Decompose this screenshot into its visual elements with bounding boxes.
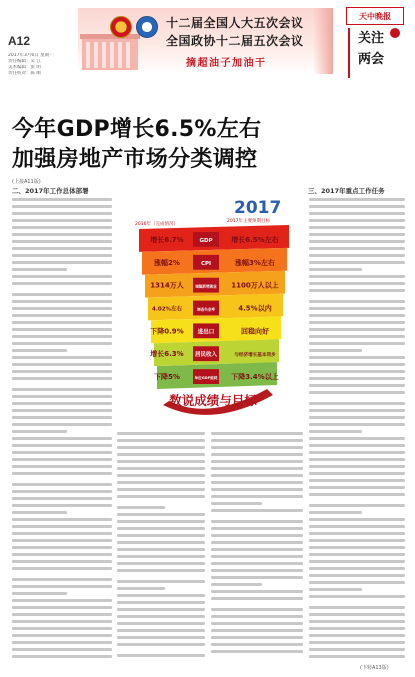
text-line: [12, 356, 112, 359]
text-line: [309, 349, 362, 352]
text-line: [211, 488, 303, 491]
value-2016: 4.02%左右: [151, 306, 183, 313]
text-line: [12, 402, 112, 405]
headline-line2: 加强房地产市场分类调控: [12, 147, 258, 172]
text-line: [211, 467, 303, 470]
year-caption: 2017年主要预期目标: [227, 219, 270, 224]
text-line: [309, 282, 405, 285]
text-line: [12, 567, 112, 570]
text-line: [309, 451, 405, 454]
text-line: [117, 615, 205, 618]
text-line: [12, 430, 67, 433]
text-line: [117, 608, 205, 611]
text-line: [117, 580, 205, 583]
article-column-left: [12, 198, 112, 658]
text-line: [117, 467, 205, 470]
text-line: [117, 555, 205, 558]
text-line: [12, 518, 112, 521]
text-line: [211, 495, 303, 498]
text-line: [117, 481, 205, 484]
text-line: [12, 268, 67, 271]
text-line: [309, 335, 405, 338]
text-line: [309, 655, 405, 658]
text-line: [211, 432, 303, 435]
text-line: [309, 240, 405, 243]
text-line: [309, 307, 405, 310]
text-line: [12, 655, 112, 658]
text-line: [211, 520, 303, 523]
text-line: [309, 504, 405, 507]
text-line: [12, 606, 112, 609]
text-line: [12, 321, 112, 324]
text-line: [309, 486, 405, 489]
text-line: [12, 599, 112, 602]
text-line: [117, 629, 205, 632]
page-meta: [8, 53, 68, 77]
text-line: [309, 648, 405, 651]
text-line: [12, 458, 112, 461]
text-line: [211, 643, 303, 646]
indicator-label: GDP: [199, 237, 213, 244]
text-line: [117, 460, 205, 463]
text-line: [309, 233, 405, 236]
text-line: [211, 583, 262, 586]
text-line: [309, 377, 405, 380]
meta-art-editor: 美术编辑：张 明: [8, 65, 41, 70]
text-line: [12, 578, 112, 581]
text-line: [12, 451, 112, 454]
text-line: [12, 472, 112, 475]
text-line: [309, 226, 405, 229]
banner-line-npc: 十二届全国人大五次会议: [166, 16, 304, 30]
text-line: [12, 226, 112, 229]
text-line: [12, 634, 112, 637]
text-line: [12, 395, 112, 398]
text-line: [211, 534, 303, 537]
text-line: [117, 601, 205, 604]
meta-date: 2017年3月6日 星期一: [8, 53, 54, 58]
banner-slogan: 摘超油子加油干: [186, 58, 267, 69]
arc-caption: 2016年（完成情况）: [135, 222, 178, 227]
text-line: [12, 247, 112, 250]
text-line: [309, 423, 405, 426]
text-line: [211, 481, 303, 484]
text-line: [309, 247, 405, 250]
article-column-middle-a: [117, 432, 205, 658]
text-line: [117, 541, 205, 544]
byline: (上接A11版): [12, 179, 41, 185]
text-line: [309, 518, 405, 521]
text-line: [117, 453, 205, 456]
page-number: A12: [8, 34, 31, 48]
indicator-label: 调查失业率: [197, 307, 215, 312]
text-line: [309, 493, 405, 496]
target-2017: 1100万人以上: [231, 281, 279, 290]
text-line: [12, 205, 112, 208]
text-line: [12, 198, 112, 201]
target-2017: 回稳向好: [241, 327, 269, 336]
text-line: [12, 377, 112, 380]
text-line: [12, 240, 112, 243]
text-line: [309, 588, 362, 591]
text-line: [211, 629, 303, 632]
text-line: [309, 511, 362, 514]
target-2017: 与经济增长基本同步: [234, 353, 276, 359]
text-line: [309, 606, 405, 609]
text-line: [211, 460, 303, 463]
text-line: [211, 474, 303, 477]
text-line: [309, 275, 405, 278]
text-line: [117, 488, 205, 491]
text-line: [309, 595, 405, 598]
text-line: [12, 592, 67, 595]
value-2016: 下降0.9%: [150, 327, 184, 336]
page-header: [0, 0, 415, 86]
text-line: [211, 548, 303, 551]
text-line: [309, 205, 405, 208]
text-line: [309, 458, 405, 461]
text-line: [12, 553, 112, 556]
text-line: [309, 465, 405, 468]
text-line: [117, 432, 205, 435]
text-line: [12, 620, 112, 623]
text-line: [12, 409, 112, 412]
text-line: [309, 430, 362, 433]
text-line: [12, 293, 112, 296]
text-line: [12, 233, 112, 236]
text-line: [211, 439, 303, 442]
indicator-label: 进出口: [197, 329, 215, 336]
text-line: [309, 356, 405, 359]
text-line: [309, 560, 405, 563]
text-line: [117, 439, 205, 442]
text-line: [117, 622, 205, 625]
text-line: [12, 532, 112, 535]
text-line: [211, 576, 303, 579]
text-line: [309, 574, 405, 577]
text-line: [12, 416, 112, 419]
text-line: [309, 384, 405, 387]
text-line: [309, 532, 405, 535]
text-line: [211, 555, 303, 558]
text-line: [117, 636, 205, 639]
text-line: [309, 268, 362, 271]
indicator-label: 居民收入: [194, 352, 218, 359]
cppcc-emblem-icon: [136, 16, 158, 38]
text-line: [12, 490, 112, 493]
text-line: [12, 504, 112, 507]
text-line: [12, 483, 112, 486]
text-line: [211, 453, 303, 456]
target-2017: 增长6.5%左右: [231, 235, 279, 244]
text-line: [12, 539, 112, 542]
text-line: [12, 370, 112, 373]
text-line: [12, 349, 67, 352]
text-line: [117, 446, 205, 449]
text-line: [211, 541, 303, 544]
text-line: [117, 513, 205, 516]
text-line: [12, 627, 112, 630]
text-line: [211, 569, 303, 572]
text-line: [309, 370, 405, 373]
text-line: [117, 569, 205, 572]
sessions-banner: [78, 8, 333, 74]
headline-line1: 今年GDP增长6.5%左右: [12, 117, 262, 142]
section-heading-right: 三、2017年重点工作任务: [308, 187, 385, 195]
indicator-label: 单位GDP能耗: [194, 376, 218, 381]
text-line: [309, 321, 405, 324]
text-line: [309, 254, 405, 257]
text-line: [117, 520, 205, 523]
text-line: [211, 502, 262, 505]
value-2016: 下降5%: [154, 373, 180, 382]
text-line: [117, 506, 165, 509]
text-line: [309, 416, 405, 419]
text-line: [117, 562, 205, 565]
text-line: [309, 409, 405, 412]
text-line: [12, 363, 112, 366]
text-line: [211, 650, 303, 653]
text-line: [12, 328, 112, 331]
text-line: [12, 342, 112, 345]
value-2016: 增长6.3%: [150, 350, 184, 359]
text-line: [117, 643, 205, 646]
text-line: [117, 548, 205, 551]
text-line: [211, 446, 303, 449]
text-line: [211, 562, 303, 565]
text-line: [309, 620, 405, 623]
year-label: 2017: [234, 198, 282, 218]
text-line: [12, 511, 67, 514]
text-line: [309, 363, 405, 366]
text-line: [309, 567, 405, 570]
text-line: [12, 613, 112, 616]
text-line: [12, 444, 112, 447]
text-line: [309, 300, 405, 303]
text-line: [12, 282, 112, 285]
text-line: [12, 585, 112, 588]
text-line: [12, 335, 112, 338]
article-column-middle-b: [211, 432, 303, 658]
text-line: [211, 527, 303, 530]
text-line: [211, 636, 303, 639]
column-label-line1: 关注: [358, 31, 385, 46]
text-line: [309, 546, 405, 549]
text-line: [309, 314, 405, 317]
text-line: [211, 509, 303, 512]
text-line: [309, 539, 405, 542]
text-line: [12, 219, 112, 222]
text-line: [12, 497, 112, 500]
text-line: [309, 444, 405, 447]
section-heading-left: 二、2017年工作总体部署: [12, 187, 89, 195]
text-line: [309, 641, 405, 644]
text-line: [12, 314, 112, 317]
indicator-label: CPI: [200, 260, 212, 267]
text-line: [117, 594, 205, 597]
text-line: [12, 437, 112, 440]
article-column-right: [309, 198, 405, 660]
target-2017: 涨幅3%左右: [235, 258, 275, 267]
targets-infographic: [117, 189, 303, 425]
text-line: [117, 534, 205, 537]
text-line: [117, 495, 205, 498]
text-line: [12, 307, 112, 310]
text-line: [117, 527, 205, 530]
text-line: [309, 627, 405, 630]
column-label-line2: 两会: [358, 52, 385, 67]
text-line: [211, 597, 303, 600]
national-emblem-icon: [110, 16, 132, 38]
text-line: [211, 615, 303, 618]
text-line: [12, 212, 112, 215]
text-line: [211, 608, 303, 611]
text-line: [12, 275, 112, 278]
text-line: [12, 546, 112, 549]
target-2017: 4.5%以内: [238, 304, 272, 313]
text-line: [117, 587, 165, 590]
text-line: [12, 423, 112, 426]
text-line: [12, 560, 112, 563]
newspaper-masthead: 天中晚报: [346, 7, 404, 25]
text-line: [12, 648, 112, 651]
text-line: [309, 437, 405, 440]
text-line: [309, 198, 405, 201]
indicator-label: 城镇新增就业: [195, 284, 217, 289]
text-line: [309, 261, 405, 264]
meta-proofreader: 责任校对：陈 刚: [8, 71, 41, 76]
text-line: [309, 328, 405, 331]
target-2017: 下降3.4%以上: [231, 373, 279, 382]
text-line: [211, 590, 303, 593]
text-line: [309, 402, 405, 405]
text-line: [309, 553, 405, 556]
text-line: [211, 622, 303, 625]
text-line: [309, 289, 405, 292]
red-dot-icon: [390, 28, 400, 38]
text-line: [12, 465, 112, 468]
value-2016: 涨幅2%: [154, 258, 180, 267]
column-label: [348, 28, 402, 78]
text-line: [309, 525, 405, 528]
text-line: [309, 391, 405, 394]
text-line: [309, 634, 405, 637]
banner-line-cppcc: 全国政协十二届五次会议: [166, 34, 304, 48]
text-line: [12, 388, 112, 391]
text-line: [117, 474, 205, 477]
flags-decoration: [313, 8, 333, 74]
meta-editor: 责任编辑：吴 江: [8, 59, 41, 64]
text-line: [12, 525, 112, 528]
text-line: [309, 472, 405, 475]
text-line: [309, 581, 405, 584]
text-line: [12, 261, 112, 264]
text-line: [12, 641, 112, 644]
continued-note: (下转A13版): [360, 665, 389, 671]
text-line: [309, 219, 405, 222]
text-line: [309, 342, 405, 345]
value-2016: 1314万人: [150, 281, 184, 290]
value-2016: 增长6.7%: [150, 235, 184, 244]
text-line: [309, 479, 405, 482]
targets-infographic-graphic: [117, 189, 303, 425]
text-line: [309, 613, 405, 616]
text-line: [117, 654, 205, 657]
text-line: [12, 300, 112, 303]
text-line: [309, 212, 405, 215]
text-line: [12, 254, 112, 257]
banner-text: 数说成绩与目标: [169, 393, 257, 408]
